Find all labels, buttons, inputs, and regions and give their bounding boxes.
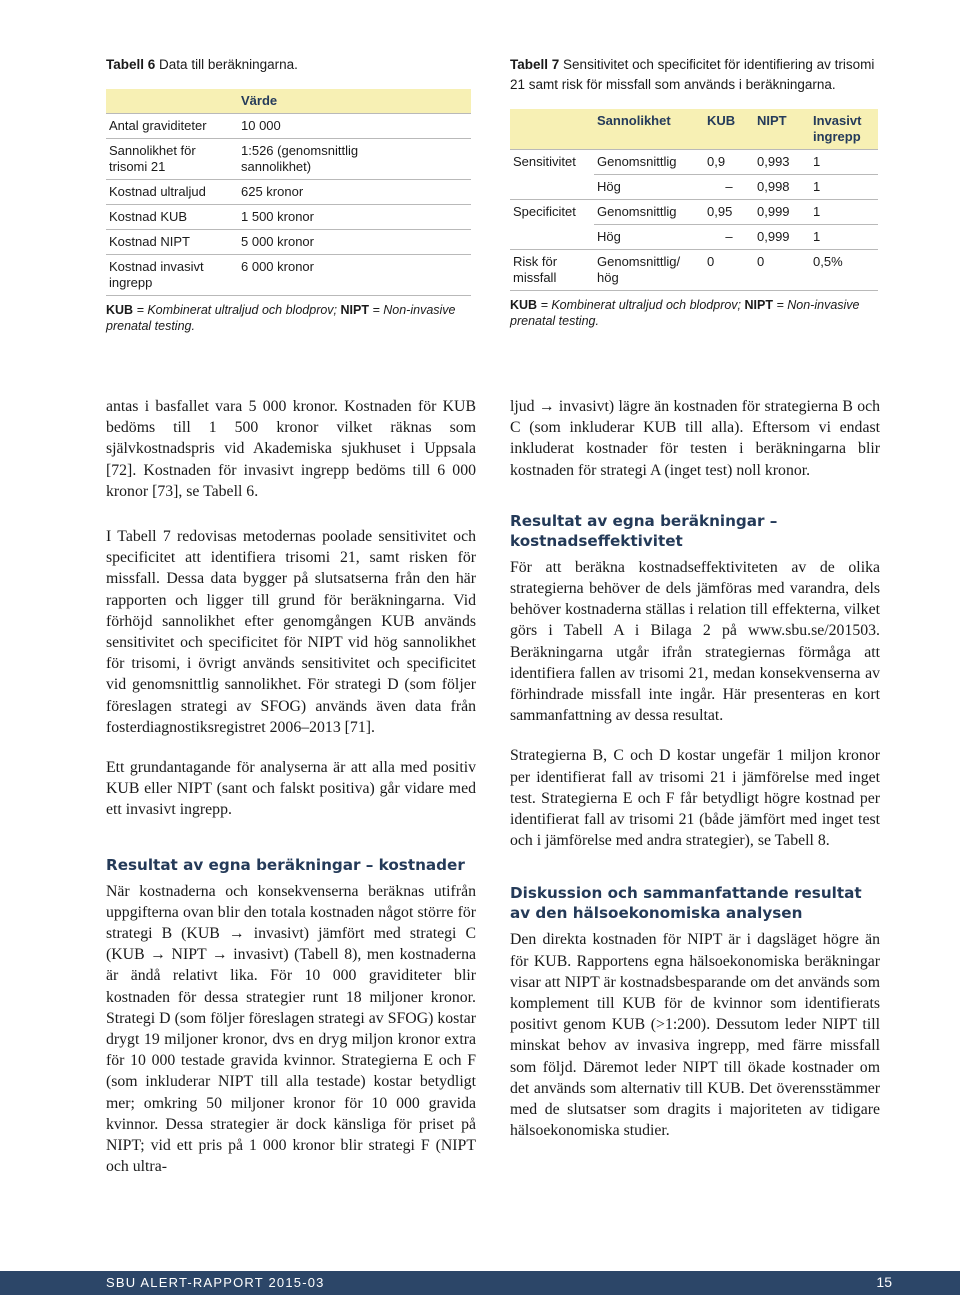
cell-invasive: 1 — [810, 200, 878, 225]
column-header-invasive: Invasivt ingrepp — [813, 113, 862, 144]
column-header-probability: Sannolikhet — [597, 113, 671, 128]
table-7-caption — [510, 55, 878, 95]
row-label: Kostnad ultraljud — [106, 180, 238, 205]
row-label: Antal graviditeter — [106, 114, 238, 139]
page-footer — [0, 1271, 960, 1295]
cell-kub: 0,95 — [704, 200, 754, 225]
paragraph: När kostnaderna och konsekvenserna beräknas utifrån uppgifterna ovan blir den totala kostnaden något större för strategi B (KUB → invasivt) jämfört med strategi C (KUB → NIPT → invasivt) (Tabell 8), men kostnaderna är ändå relativt lika. För 10 000 graviditeter blir kostnaden för dessa strategier runt 18 miljoner kronor. Strategi D (som följer föreslagen strategi av SFOG) kostar drygt 19 miljoner kronor, dvs en dryg miljon kronor extra för 10 000 testade gravida kvinnor. Strategierna E och F (som inkluderar NIPT till alla testade) kostar betydligt mer; omkring 50 miljoner kronor för 10 000 gravida kvinnor. Dessa strategier är dock känsliga för priset på NIPT; vid ett pris på 1 000 kronor blir strategi F (NIPT och ultra- — [106, 882, 476, 1176]
row-value: 10 000 — [238, 114, 471, 139]
paragraph: ljud → invasivt) lägre än kostnaden för strategierna B och C (som inkluderar KUB till alla). Eftersom vi endast inkluderat kostnader för testen i beräkningarna blir kostnaden för strategi A (inget test) noll kronor. — [510, 398, 880, 479]
page-number: 15 — [876, 1274, 892, 1290]
cell-nipt: 0,999 — [754, 225, 810, 250]
row-group — [510, 175, 594, 200]
table-7-footnote: KUB = Kombinerat ultraljud och blodprov; NIPT = Non-invasive prenatal testing. — [510, 298, 860, 328]
table-row — [106, 230, 471, 255]
section-heading: Resultat av egna beräkningar – kostnadseffektivitet — [510, 511, 778, 550]
row-level: Hög — [594, 175, 704, 200]
table-row — [106, 205, 471, 230]
column-header-nipt: NIPT — [757, 113, 787, 128]
table-7-caption-text: Sensitivitet och specificitet för identifiering av trisomi 21 samt risk för missfall som används i beräkningarna. — [510, 57, 875, 92]
footer-report-title: SBU ALERT-RAPPORT 2015-03 — [106, 1275, 325, 1290]
row-label: Kostnad invasivt ingrepp — [106, 255, 238, 296]
row-level: Genomsnittlig — [594, 200, 704, 225]
table-row — [510, 200, 878, 225]
row-label: Kostnad KUB — [106, 205, 238, 230]
table-row — [510, 225, 878, 250]
section-heading: Diskussion och sammanfattande resultat av den hälsoekonomiska analysen — [510, 884, 862, 923]
paragraph: I Tabell 7 redovisas metodernas poolade sensitivitet och specificitet att identifiera trisomi 21, samt risken för missfall. Dessa data bygger på slutsatserna från den här rapporten och ligger till grund för beräkningarna. Vid förhöjd sannolikhet efter genomgången KUB används sensitivitet och specificitet för NIPT vid hög sannolikhet för trisomi, i övrigt används sensitivitet och specificitet vid genomsnittlig sannolikhet. För strategi D (som följer föreslagen strategi av SFOG) används även data från fosterdiagnostiksregistret 2006–2013 [71]. — [106, 528, 476, 736]
row-group — [510, 225, 594, 250]
table-7-grid — [510, 109, 878, 291]
row-group: Sensitivitet — [510, 150, 594, 175]
cell-kub: – — [704, 225, 754, 250]
section-heading: Resultat av egna beräkningar – kostnader — [106, 855, 465, 874]
left-text-column — [106, 396, 476, 1197]
table-6-grid — [106, 89, 471, 296]
table-header-row — [106, 89, 471, 114]
row-group: Risk för missfall — [510, 250, 594, 291]
cell-nipt: 0,998 — [754, 175, 810, 200]
table-row — [106, 139, 471, 180]
table-6-footnote: KUB = Kombinerat ultraljud och blodprov; NIPT = Non-invasive prenatal testing. — [106, 303, 456, 333]
row-level: Genomsnittlig — [594, 150, 704, 175]
cell-invasive: 0,5% — [810, 250, 878, 291]
paragraph: Ett grundantagande för analyserna är att alla med positiv KUB eller NIPT (sant och falskt positiva) går vidare med ett invasivt ingrepp. — [106, 759, 476, 819]
table-6-caption-text: Data till beräkningarna. — [159, 57, 298, 72]
right-text-column — [510, 396, 880, 1160]
cell-invasive: 1 — [810, 150, 878, 175]
table-row — [106, 180, 471, 205]
table-row — [106, 255, 471, 296]
column-header-value: Värde — [241, 93, 278, 108]
table-6-caption — [106, 55, 471, 75]
paragraph: antas i basfallet vara 5 000 kronor. Kostnaden för KUB bedöms till 1 500 kronor vilket räknas som självkostnadspris vid Akademiska sjukhuset i Uppsala [72]. Kostnaden för invasivt ingrepp bedöms till 6 000 kronor [73], se Tabell 6. — [106, 398, 476, 500]
row-level: Genomsnittlig/ hög — [594, 250, 704, 291]
cell-nipt: 0,999 — [754, 200, 810, 225]
row-value: 5 000 kronor — [238, 230, 471, 255]
cell-kub: 0,9 — [704, 150, 754, 175]
paragraph: Den direkta kostnaden för NIPT är i dagsläget högre än för KUB. Rapportens egna hälsoekonomiska beräkningar visar att NIPT är kostnadsbesparande om det används som komplement till KUB för de kvinnor som identifierats positivt genom KUB (>1:200). Dessutom leder NIPT till minskat behov av invasiva ingrepp, med färre missfall som följd. Däremot leder NIPT till ökade kostnader om det används som alternativ till KUB. Det överensstämmer med de slutsatser som dragits i majoriteten av tidigare hälsoekonomiska studier. — [510, 931, 880, 1140]
table-6 — [106, 55, 471, 334]
table-7-caption-label: Tabell 7 — [510, 57, 560, 72]
cell-kub: 0 — [704, 250, 754, 291]
row-label: Sannolikhet för trisomi 21 — [106, 139, 238, 180]
cell-nipt: 0,993 — [754, 150, 810, 175]
table-row — [106, 114, 471, 139]
table-header-row — [510, 109, 878, 150]
table-row — [510, 175, 878, 200]
table-6-caption-label: Tabell 6 — [106, 57, 156, 72]
row-group: Specificitet — [510, 200, 594, 225]
row-value: 6 000 kronor — [238, 255, 471, 296]
table-row — [510, 250, 878, 291]
row-value: 1 500 kronor — [238, 205, 471, 230]
row-level: Hög — [594, 225, 704, 250]
table-row — [510, 150, 878, 175]
column-header-kub: KUB — [707, 113, 736, 128]
cell-invasive: 1 — [810, 175, 878, 200]
row-label: Kostnad NIPT — [106, 230, 238, 255]
row-value: 1:526 (genomsnittlig sannolikhet) — [238, 139, 471, 180]
row-value: 625 kronor — [238, 180, 471, 205]
cell-kub: – — [704, 175, 754, 200]
cell-invasive: 1 — [810, 225, 878, 250]
cell-nipt: 0 — [754, 250, 810, 291]
paragraph: För att beräkna kostnadseffektiviteten av de olika strategierna behöver de dels jämföras med varandra, dels behöver kostnaderna ställas i relation till effekterna, vilket görs i Tabell A i Bilaga 2 på www.sbu.se/201503. Beräkningarna utgår ifrån strategiernas förmåga att identifiera fallen av trisomi 21, medan konsekvenserna av förhindrade missfall inte ingår. Här presenteras en kort sammanfattning av dessa resultat. — [510, 558, 880, 725]
paragraph: Strategierna B, C och D kostar ungefär 1 miljon kronor per identifierat fall av trisomi 21 i jämförelse med inget test. Strategierna E och F får betydligt högre kostnad per identifierat fall av trisomi 21 (både jämfört med inget test och i jämförelse med andra strategier), se Tabell 8. — [510, 747, 880, 850]
table-7 — [510, 55, 878, 329]
